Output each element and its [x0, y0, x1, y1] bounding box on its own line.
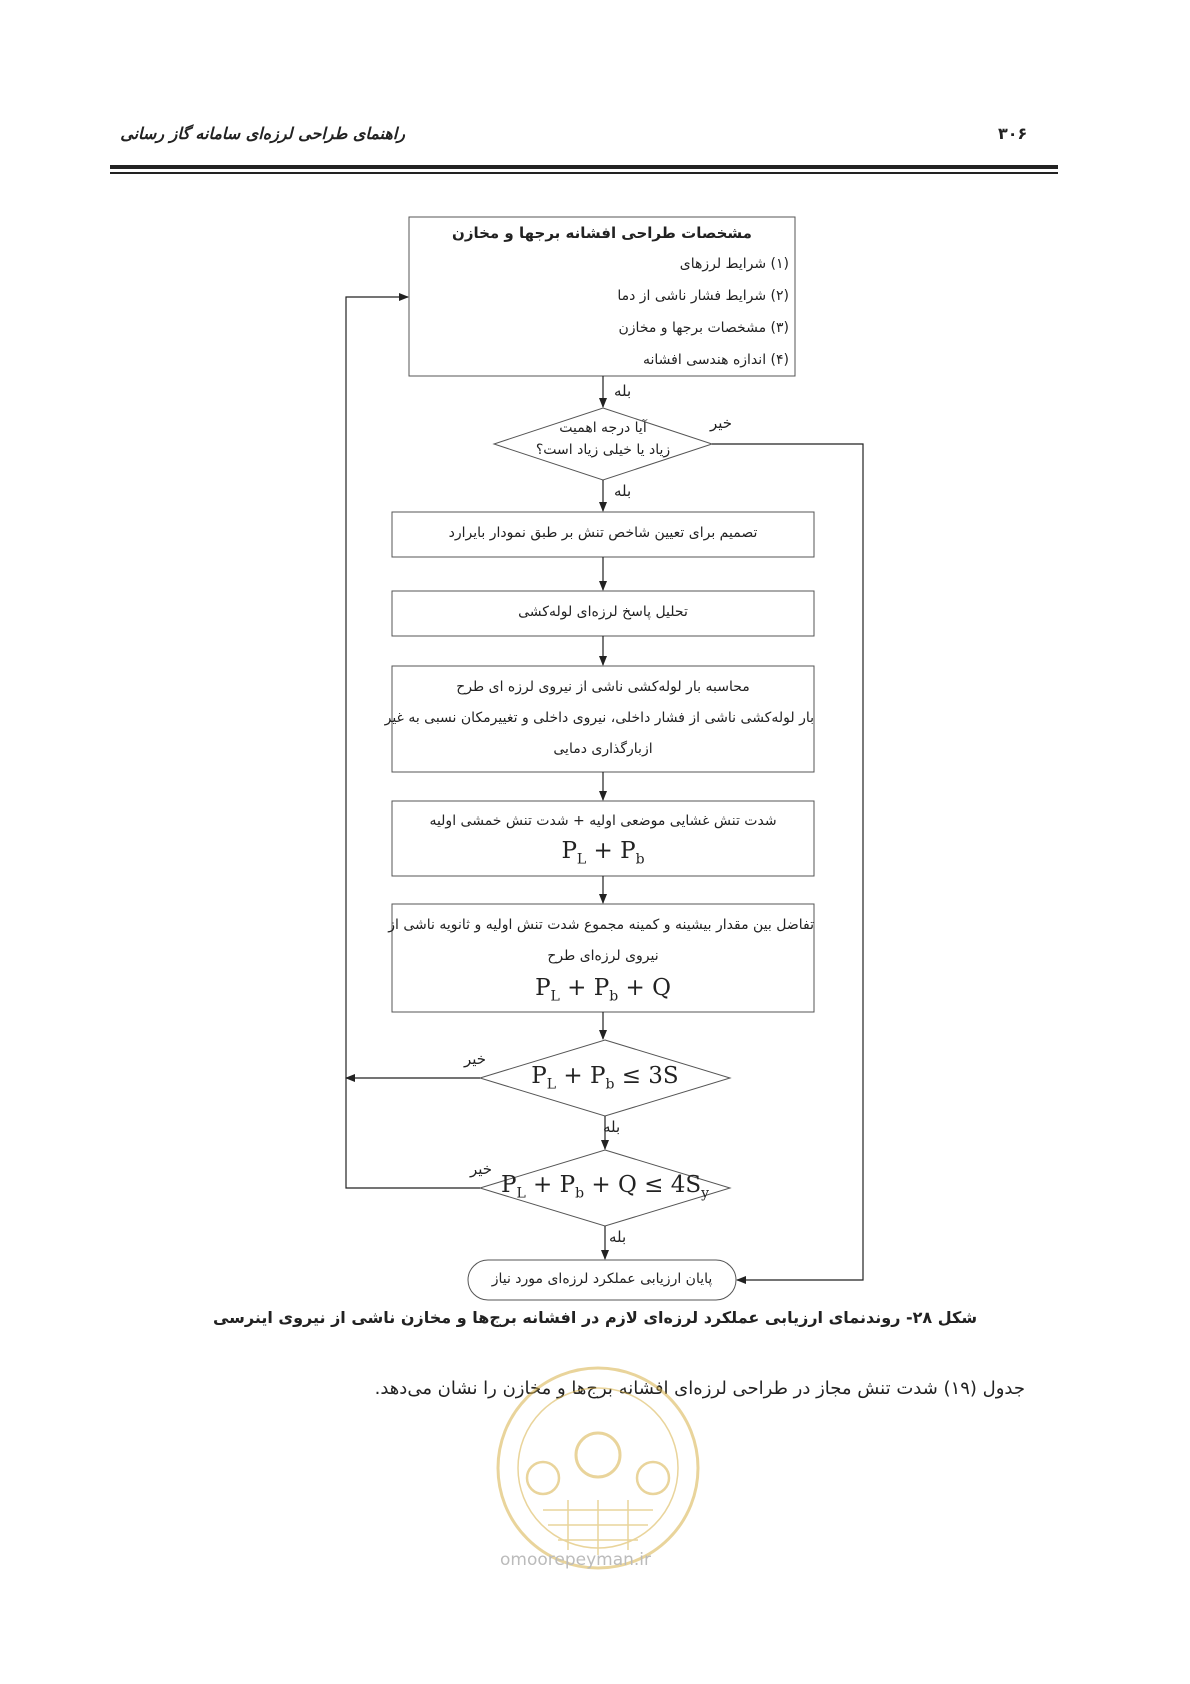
yes-label-4: بله: [609, 1228, 627, 1246]
box2-text: تصمیم برای تعیین شاخص تنش بر طبق نمودار بایرارد: [448, 525, 758, 541]
no-label-2: خیر: [464, 1050, 487, 1068]
box4-line1: محاسبه بار لوله‌کشی ناشی از نیروی لرزه ای طرح: [456, 679, 750, 695]
decision2-formula: $P_L + P_b \le 3S$: [531, 1063, 679, 1093]
body-paragraph: جدول (۱۹) شدت تنش مجاز در طراحی لرزه‌ای افشانه برج‌ها و مخازن را نشان می‌دهد.: [374, 1378, 1025, 1399]
box6-formula: $P_L + P_b + Q$: [535, 975, 671, 1005]
box5-formula: $P_L + P_b$: [561, 838, 645, 868]
yes-label-2: بله: [614, 482, 632, 500]
box1-title: مشخصات طراحی افشانه برجها و مخازن: [452, 224, 752, 242]
decision3-formula: $P_L + P_b + Q \le 4S_y$: [500, 1172, 710, 1202]
box1-item-2: (۲) شرایط فشار ناشی از دما: [617, 288, 789, 304]
yes-label-3: بله: [603, 1118, 621, 1136]
box1-item-3: (۳) مشخصات برجها و مخازن: [618, 320, 789, 336]
box3-text: تحلیل پاسخ لرزه‌ای لوله‌کشی: [518, 604, 688, 620]
box5-line1: شدت تنش غشایی موضعی اولیه + شدت تنش خمشی اولیه: [429, 813, 777, 829]
box1-item-1: (۱) شرایط لرزهای: [679, 256, 789, 272]
page-number: ۳۰۶: [998, 124, 1028, 143]
watermark-logo: [483, 1360, 713, 1575]
end-text: پایان ارزیابی عملکرد لرزه‌ای مورد نیاز: [491, 1271, 713, 1287]
yes-label-1: بله: [614, 382, 632, 400]
box4-line2: بار لوله‌کشی ناشی از فشار داخلی، نیروی داخلی و تغییرمکان نسبی به غیر: [384, 710, 814, 726]
decision1-line2: زیاد یا خیلی زیاد است؟: [535, 442, 671, 458]
box6-line1: تفاضل بین مقدار بیشینه و کمینه مجموع شدت تنش اولیه و ثانویه ناشی از: [388, 917, 814, 933]
running-header-title: راهنمای طراحی لرزه‌ای سامانه گاز رسانی: [120, 124, 405, 143]
box4-line3: ازبارگذاری دمایی: [553, 741, 653, 757]
figure-caption: شکل ۲۸- روندنمای ارزیابی عملکرد لرزه‌ای لازم در افشانه برج‌ها و مخازن ناشی از نیروی اینرسی: [212, 1308, 978, 1327]
no-label-1: خیر: [710, 414, 733, 432]
box1-item-4: (۴) اندازه هندسی افشانه: [642, 352, 789, 368]
watermark-url: omoorepeyman.ir: [500, 1550, 652, 1570]
box6-line2: نیروی لرزه‌ای طرح: [547, 948, 659, 964]
decision1-line1: آیا درجه اهمیت: [559, 420, 647, 436]
no-label-3: خیر: [470, 1160, 493, 1178]
